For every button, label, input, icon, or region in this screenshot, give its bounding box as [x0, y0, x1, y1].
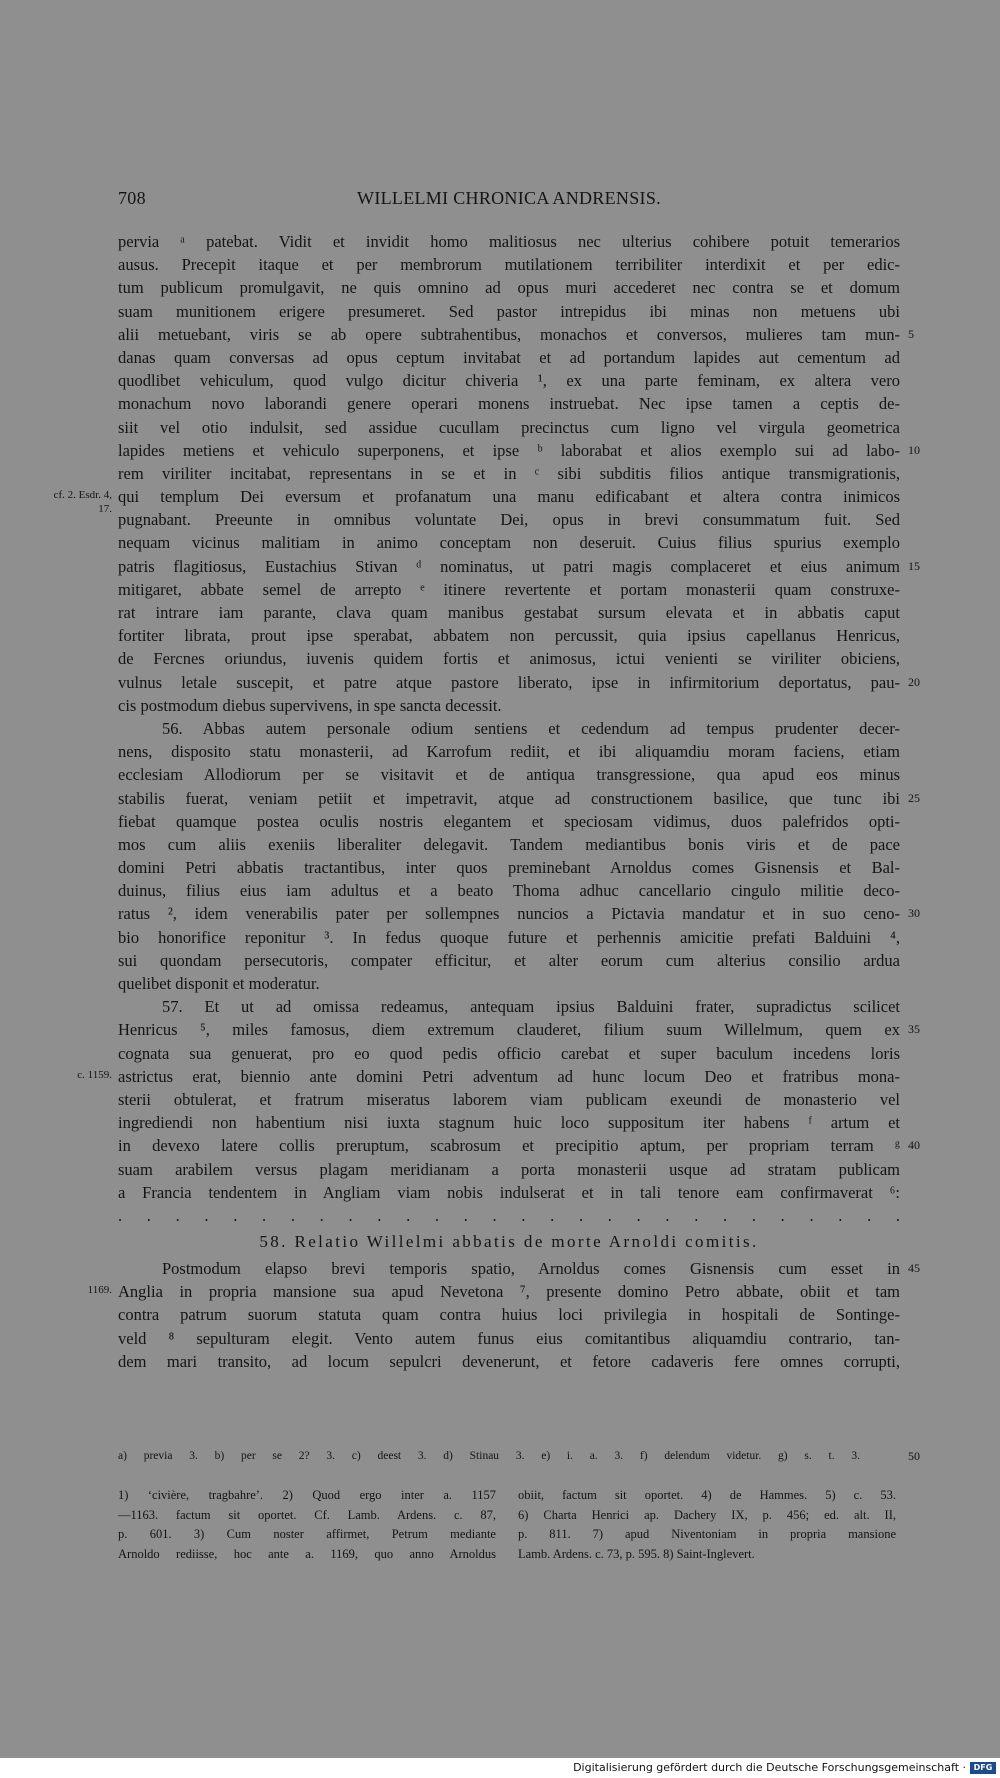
- text-line-content: astrictus erat, biennio ante domini Petri adventum ad hunc locum Deo et fratribus mona-: [118, 1066, 900, 1086]
- text-line-content: pugnabant. Preeunte in omnibus voluntate Dei, opus in brevi consummatum fuit. Sed: [118, 510, 900, 530]
- footnote-line: [518, 1525, 896, 1545]
- dfg-logo-icon: DFG: [970, 1762, 996, 1774]
- text-line-content: mitigaret, abbate semel de arrepto ᵉ itinere revertente et portam monasterii quam construxe-: [118, 579, 900, 599]
- text-line: [118, 833, 900, 856]
- footnote-line-content: 6) Charta Henrici ap. Dachery IX, p. 456; ed. alt. II,: [518, 1507, 896, 1522]
- omission-dots: [118, 1204, 900, 1227]
- text-line-content: 57. Et ut ad omissa redeamus, antequam ipsius Balduini frater, supradictus scilicet: [162, 997, 900, 1017]
- text-line-content: in devexo latere collis preruptum, scabrosum et precipitio aptum, per propriam terram ᵍ: [118, 1136, 900, 1156]
- line-number: 45: [908, 1261, 920, 1276]
- text-line-content: dem mari transito, ad locum sepulcri devenerunt, et fetore cadaveris fere omnes corrupti,: [118, 1351, 900, 1371]
- footnotes-left-column: [118, 1486, 496, 1564]
- text-line-content: contra patrum suorum statuta quam contra huius loci privilegia in hospitali de Sontinge-: [118, 1305, 900, 1325]
- text-line-content: ecclesiam Allodiorum per se visitavit et de antiqua transgressione, qua apud eos minus: [118, 765, 900, 785]
- text-line: [118, 1327, 900, 1350]
- line-number: 20: [908, 674, 920, 689]
- text-line: [118, 230, 900, 253]
- credit-text: Digitalisierung gefördert durch die Deutsche Forschungsgemeinschaft ·: [573, 1761, 966, 1774]
- text-line: [118, 1350, 900, 1373]
- text-line: [118, 462, 900, 485]
- page-number: 708: [118, 188, 146, 208]
- text-line: [118, 1134, 920, 1157]
- text-line-content: suam munitionem erigere presumeret. Sed pastor intrepidus ibi minas non metuens ubi: [118, 301, 900, 321]
- text-line: [118, 300, 900, 323]
- text-line: [118, 601, 900, 624]
- text-line: [77, 1065, 900, 1088]
- text-line: [118, 856, 900, 879]
- text-line: [118, 416, 900, 439]
- text-line: [118, 1158, 900, 1181]
- text-line-content: fiebat quamque postea oculis nostris elegantem et speciosam vidimus, duos palefridos opti-: [118, 811, 900, 831]
- text-line: [118, 740, 900, 763]
- footnote-line-content: p. 811. 7) apud Niventoniam in propria mansione: [518, 1527, 896, 1541]
- text-line-content: monachum novo laborandi genere operari monens instruebat. Nec ipse tamen a ceptis de-: [118, 394, 900, 414]
- text-line-content: a Francia tendentem in Angliam viam nobis indulserat et in tali tenore eam confirmaverat ⁶:: [118, 1182, 900, 1202]
- main-text: [53, 230, 920, 1373]
- text-line: [118, 369, 900, 392]
- text-line: [118, 624, 900, 647]
- text-line: [87, 1280, 900, 1303]
- text-line-content: Henricus ⁵, miles famosus, diem extremum clauderet, filium suum Willelmum, quem ex: [118, 1020, 900, 1040]
- text-line: [118, 926, 900, 949]
- text-line-content: Postmodum elapso brevi temporis spatio, Arnoldus comes Gisnensis cum esset in: [162, 1259, 900, 1279]
- text-line-content: tum publicum promulgavit, ne quis omnino ad opus muri accederet nec contra se et domum: [118, 278, 900, 298]
- text-line: [118, 717, 900, 740]
- text-line-content: patris flagitiosus, Eustachius Stivan ᵈ nominatus, ut patri magis complaceret et eius animum: [118, 556, 900, 576]
- text-line-content: fortiter librata, prout ipse sperabat, abbatem non percussit, quia ipsius capellanus Henricus,: [118, 626, 900, 646]
- footnote-line: [118, 1486, 496, 1506]
- text-line-content: nequam vicinus malitiam in animo conceptam non deseruit. Cuius filius spurius exemplo: [118, 533, 900, 553]
- text-line-content: ausus. Precepit itaque et per membrorum mutilationem terribiliter interdixit et per edic-: [118, 255, 900, 275]
- margin-note: 1169.: [87, 1284, 112, 1297]
- line-number: 35: [908, 1022, 920, 1037]
- text-line: [118, 1018, 920, 1041]
- footnote-line-content: Arnoldo rediisse, hoc ante a. 1169, quo anno Arnoldus: [118, 1546, 496, 1561]
- page-header: [118, 188, 900, 214]
- text-line: [118, 1042, 900, 1065]
- footnote-line: [518, 1506, 896, 1526]
- text-line-content: quodlibet vehiculum, quod vulgo dicitur chiveria ¹, ex una parte feminam, ex altera vero: [118, 371, 900, 391]
- text-line-content: veld ⁸ sepulturam elegit. Vento autem funus eius comitantibus aliquamdiu contrario, tan-: [118, 1328, 900, 1348]
- text-line: [118, 763, 900, 786]
- footnote-line: [118, 1506, 496, 1526]
- text-line-content: rem viriliter incitabat, representans in se et in ᶜ sibi subditis filios antique transmigrationis,: [118, 463, 900, 483]
- text-line: [118, 578, 900, 601]
- text-line-content: rat intrare iam parante, clava quam manibus gestabat sursum elevata et in abbatis caput: [118, 603, 900, 622]
- text-line: [118, 439, 920, 462]
- text-line-content: domini Petri abbatis tractantibus, inter quos preminebant Arnoldus comes Gisnensis et Bal-: [118, 858, 900, 878]
- critical-apparatus: [118, 1446, 920, 1466]
- text-line-content: sterii obtulerat, et fratrum miseratus laborem viam publicam exeundi de monasterio vel: [118, 1089, 900, 1109]
- footnote-line: [518, 1486, 896, 1506]
- text-line-content: bio honorifice reponitur ³. In fedus quoque future et perhennis amicitie prefati Balduini ⁴,: [118, 927, 900, 947]
- text-line-content: stabilis fuerat, veniam petiit et impetravit, atque ad constructionem basilice, que tunc ibi: [118, 788, 900, 808]
- margin-note: c. 1159.: [77, 1068, 112, 1081]
- text-line: [118, 1257, 920, 1280]
- footnote-line: [118, 1545, 496, 1565]
- text-line-content: lapides metiens et vehiculo superponens, et ipse ᵇ laborabat et alios exemplo sui ad labo-: [118, 440, 900, 460]
- text-line: [118, 276, 900, 299]
- footnote-line: [518, 1545, 896, 1565]
- text-line: [118, 1088, 900, 1111]
- text-line: [118, 647, 900, 670]
- text-line-content: duinus, filius eius iam adultus et a beato Thoma adhuc cancellario cingulo militie deco-: [118, 881, 900, 901]
- text-line-content: mos cum aliis exeniis liberaliter delegavit. Tandem mediantibus bonis viris et de pace: [118, 834, 900, 854]
- line-number: 40: [908, 1138, 920, 1153]
- text-line: [118, 694, 900, 717]
- text-line-content: sui quondam persecutoris, compater efficitur, et alter eorum cum alterius consilio ardua: [118, 950, 900, 970]
- text-line: [118, 879, 900, 902]
- text-line-content: quelibet disponit et moderatur.: [118, 974, 320, 993]
- text-line-content: . . . . . . . . . . . . . . . . . . . . . . . . . . . .: [118, 1205, 900, 1225]
- line-number: 15: [908, 558, 920, 573]
- text-line-content: de Fercnes oriundus, iuvenis quidem fortis et animosus, ictui venienti se viriliter obiciens,: [118, 649, 900, 669]
- text-line: [118, 531, 900, 554]
- margin-note: cf. 2. Esdr. 4, 17.: [53, 489, 112, 516]
- footnote-line-content: —1163. factum sit oportet. Cf. Lamb. Ardens. c. 87,: [118, 1507, 496, 1522]
- text-line-content: cis postmodum diebus supervivens, in spe sancta decessit.: [118, 695, 502, 715]
- text-line: [118, 995, 900, 1018]
- text-line: [118, 949, 900, 972]
- running-title: WILLELMI CHRONICA ANDRENSIS.: [357, 188, 661, 208]
- line-number: 50: [908, 1449, 920, 1463]
- text-line: [118, 392, 900, 415]
- text-line-content: siit vel otio indulsit, sed assidue cucullam precinctus cum ligno vel virgula geometrica: [118, 417, 900, 437]
- line-number: 10: [908, 442, 920, 457]
- text-line-content: pervia ᵃ patebat. Vidit et invidit homo malitiosus nec ulterius cohibere potuit temerarios: [118, 232, 900, 251]
- text-line-content: Anglia in propria mansione sua apud Nevetona ⁷, presente domino Petro abbate, obiit et tam: [118, 1282, 900, 1302]
- footnote-line: [118, 1525, 496, 1545]
- text-line: [118, 1181, 900, 1204]
- text-line-content: vulnus letale suscepit, et patre atque pastore liberato, ipse in infirmitorium deportatus, pau-: [118, 672, 900, 692]
- text-line: [118, 1303, 900, 1326]
- text-line: [118, 346, 900, 369]
- line-number: 25: [908, 790, 920, 805]
- line-number: 30: [908, 906, 920, 921]
- text-line: [118, 323, 914, 346]
- footnote-line-content: 1) ‘civière, tragbahre’. 2) Quod ergo inter a. 1157: [118, 1488, 496, 1502]
- apparatus-text: a) previa 3. b) per se 2? 3. c) deest 3. d) Stinau 3. e) i. a. 3. f) delendum videtur. g) s. t. 3.: [118, 1450, 860, 1462]
- text-line: [53, 485, 900, 516]
- text-line-content: alii metuebant, viris se ab opere subtrahentibus, monachos et conversos, mulieres tam mun-: [118, 324, 900, 344]
- text-line: [118, 555, 920, 578]
- section-heading: 58. Relatio Willelmi abbatis de morte Arnoldi comitis.: [259, 1232, 759, 1252]
- text-line-content: cognata sua genuerat, pro eo quod pedis officio carebat et super baculum incedens loris: [118, 1043, 900, 1063]
- text-line: [118, 508, 900, 531]
- text-line-content: qui templum Dei eversum et profanatum una manu edificabant et altera contra inimicos: [118, 487, 900, 507]
- text-line-content: 56. Abbas autem personale odium sentiens et cedendum ad tempus prudenter decer-: [162, 718, 900, 738]
- digitization-credit-bar: [0, 1758, 1000, 1778]
- text-line: [118, 902, 920, 925]
- footnote-line-content: Lamb. Ardens. c. 73, p. 595. 8) Saint-Inglevert.: [518, 1546, 755, 1561]
- footnote-line-content: obiit, factum sit oportet. 4) de Hammes. 5) c. 53.: [518, 1488, 896, 1502]
- line-number: 5: [908, 326, 914, 341]
- text-line-content: nens, disposito statu monasterii, ad Karrofum rediit, et ibi aliquamdiu moram faciens, etiam: [118, 742, 900, 762]
- text-line-content: danas quam conversas ad opus ceptum invitabat et ad portandum lapides aut cementum ad: [118, 347, 900, 367]
- footnotes-right-column: [518, 1486, 896, 1564]
- text-line-content: ratus ², idem venerabilis pater per sollempnes nuncios a Pictavia mandatur et in suo ceno-: [118, 904, 900, 924]
- footnote-line-content: p. 601. 3) Cum noster affirmet, Petrum mediante: [118, 1527, 496, 1541]
- text-line-content: suam arabilem versus plagam meridianam a porta monasterii usque ad stratam publicam: [118, 1159, 900, 1179]
- text-line-content: ingrediendi non habentium nisi iuxta stagnum huic loco suppositum iter habens ᶠ artum et: [118, 1113, 900, 1133]
- text-line: [118, 810, 900, 833]
- text-line: [118, 787, 920, 810]
- text-line: [118, 253, 900, 276]
- text-line: [118, 671, 920, 694]
- text-line: [118, 1111, 900, 1134]
- text-line: [118, 972, 900, 995]
